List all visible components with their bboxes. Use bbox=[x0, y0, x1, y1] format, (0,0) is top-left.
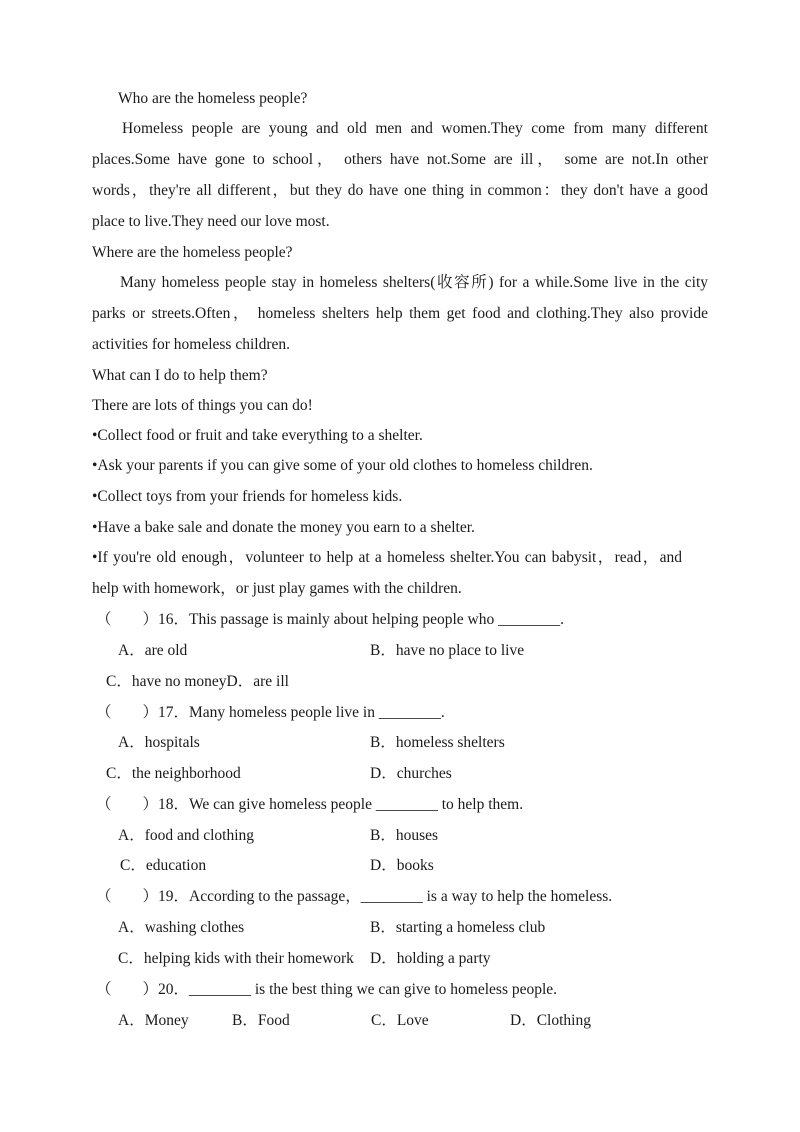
question-17-option-a: A．hospitals bbox=[118, 734, 200, 751]
bullet-2: •Ask your parents if you can give some of your old clothes to homeless children. bbox=[92, 457, 593, 474]
heading-what: What can I do to help them? bbox=[92, 367, 268, 384]
question-19-stem: （ ）19．According to the passage，________ is a way to help the homeless. bbox=[96, 888, 613, 905]
question-20-option-d: D．Clothing bbox=[510, 1012, 591, 1029]
bullet-1: •Collect food or fruit and take everything to a shelter. bbox=[92, 427, 423, 444]
heading-where: Where are the homeless people? bbox=[92, 244, 293, 261]
question-17-option-d: D．churches bbox=[370, 765, 452, 782]
p1-line-3: words，they're all different，but they do have one thing in common：they don't have a good bbox=[92, 182, 708, 199]
p1-line-2: places.Some have gone to school， others have not.Some are ill， some are not.In other bbox=[92, 151, 708, 168]
question-18-option-d: D．books bbox=[370, 857, 434, 874]
question-18-stem: （ ）18．We can give homeless people ________ to help them. bbox=[96, 796, 524, 813]
question-20-option-c: C．Love bbox=[371, 1012, 429, 1029]
p1-line-4: place to live.They need our love most. bbox=[92, 213, 330, 230]
question-17-option-c: C．the neighborhood bbox=[106, 765, 241, 782]
question-19-option-d: D．holding a party bbox=[370, 950, 491, 967]
heading-who: Who are the homeless people? bbox=[118, 90, 308, 107]
question-18-option-c: C．education bbox=[120, 857, 207, 874]
question-18-option-a: A．food and clothing bbox=[118, 827, 255, 844]
question-19-option-c: C．helping kids with their homework bbox=[118, 950, 354, 967]
question-20-option-b: B．Food bbox=[232, 1012, 290, 1029]
question-16-option-b: B．have no place to live bbox=[370, 642, 525, 659]
bullet-5-cont: help with homework，or just play games with the children. bbox=[92, 580, 462, 597]
question-16-stem: （ ）16．This passage is mainly about helping people who ________. bbox=[96, 611, 564, 628]
question-20-stem: （ ）20．________ is the best thing we can give to homeless people. bbox=[96, 981, 558, 998]
question-16-option-cd: C．have no moneyD．are ill bbox=[106, 673, 289, 690]
bullet-5: •If you're old enough，volunteer to help at a homeless shelter.You can babysit，read，and bbox=[92, 549, 682, 566]
question-18-option-b: B．houses bbox=[370, 827, 439, 844]
question-20-option-a: A．Money bbox=[118, 1012, 189, 1029]
p2-line-1: Many homeless people stay in homeless shelters(收容所) for a while.Some live in the city bbox=[120, 274, 708, 291]
p1-line-1: Homeless people are young and old men and women.They come from many different bbox=[122, 120, 708, 137]
question-17-stem: （ ）17．Many homeless people live in ________. bbox=[96, 704, 445, 721]
question-19-option-a: A．washing clothes bbox=[118, 919, 245, 936]
bullet-3: •Collect toys from your friends for homeless kids. bbox=[92, 488, 403, 505]
p2-line-2: parks or streets.Often， homeless shelters help them get food and clothing.They also provide bbox=[92, 305, 708, 322]
question-16-option-a: A．are old bbox=[118, 642, 188, 659]
intro-line: There are lots of things you can do! bbox=[92, 397, 313, 414]
question-19-option-b: B．starting a homeless club bbox=[370, 919, 546, 936]
p2-line-3: activities for homeless children. bbox=[92, 336, 290, 353]
bullet-4: •Have a bake sale and donate the money you earn to a shelter. bbox=[92, 519, 475, 536]
question-17-option-b: B．homeless shelters bbox=[370, 734, 505, 751]
